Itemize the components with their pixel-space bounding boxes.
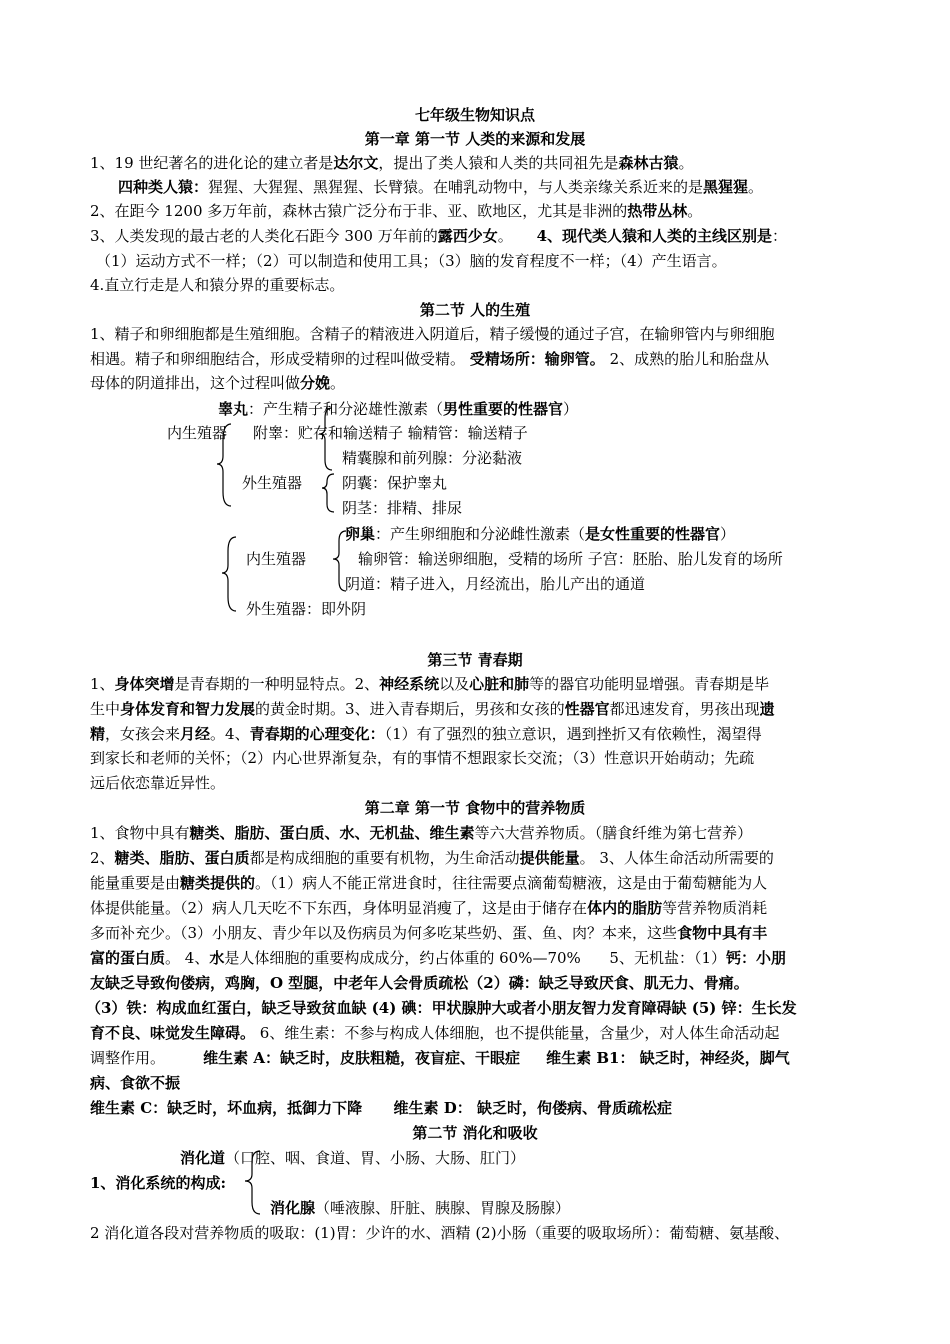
chapter1-section3-heading: 第三节 青春期 xyxy=(427,651,523,669)
paragraph-line: 1、精子和卵细胞都是生殖细胞。含精子的精液进入阴道后，精子缓慢的通过子宫，在输卵管内与卵细胞 xyxy=(90,325,775,343)
male-scrotum-line: 阴囊：保护睾丸 xyxy=(342,474,448,492)
paragraph-line: 到家长和老师的关怀；（2）内心世界渐复杂，有的事情不想跟家长交流；（3）性意识开始萌动；先疏 xyxy=(90,749,755,767)
paragraph-line: 母体的阴道排出，这个过程叫做分娩。 xyxy=(90,374,346,392)
paragraph-line: 友缺乏导致佝偻病，鸡胸，O 型腿，中老年人会骨质疏松（2）磷：缺乏导致厌食、肌无力、骨痛。 xyxy=(90,974,749,992)
digestive-gland-line: 消化腺（唾液腺、肝脏、胰腺、胃腺及肠腺） xyxy=(270,1199,571,1217)
paragraph-line: （1）运动方式不一样；（2）可以制造和使用工具；（3）脑的发育程度不一样；（4）产生语言。 xyxy=(96,252,727,270)
chapter2-section1-heading: 第二章 第一节 食物中的营养物质 xyxy=(364,799,586,817)
paragraph-line: 多而补充少。（3）小朋友、青少年以及伤病员为何多吃某些奶、蛋、鱼、肉？本来，这些食物中具有丰 xyxy=(90,924,768,942)
paragraph-line: 2、在距今 1200 多万年前，森林古猿广泛分布于非、亚、欧地区，尤其是非洲的热带丛林。 xyxy=(90,202,703,220)
paragraph-line: 精，女孩会来月经。4、青春期的心理变化：（1）有了强烈的独立意识，遇到挫折又有依赖性，渴望得 xyxy=(90,725,762,743)
paragraph-line: 调整作用。 维生素 A：缺乏时，皮肤粗糙，夜盲症、干眼症 维生素 B1： 缺乏时，神经炎，脚气 xyxy=(90,1049,790,1067)
chapter1-section2-heading: 第二节 人的生殖 xyxy=(419,301,531,319)
paragraph-line: 维生素 C：缺乏时，坏血病，抵御力下降 维生素 D： 缺乏时，佝偻病、骨质疏松症 xyxy=(90,1099,672,1117)
female-inner-label: 内生殖器 xyxy=(246,550,307,568)
paragraph-line: 1、食物中具有糖类、脂肪、蛋白质、水、无机盐、维生素等六大营养物质。（膳食纤维为第七营养） xyxy=(90,824,753,842)
male-glands-line: 精囊腺和前列腺：分泌黏液 xyxy=(342,449,523,467)
female-tube-line: 输卵管：输送卵细胞，受精的场所 子宫：胚胎、胎儿发育的场所 xyxy=(358,550,783,568)
paragraph-line: 富的蛋白质。 4、水是人体细胞的重要构成成分，约占体重的 60%—70% 5、无机盐：（1）钙：小朋 xyxy=(90,949,787,967)
paragraph-line: 体提供能量。（2）病人几天吃不下东西，身体明显消瘦了，这是由于储存在体内的脂肪等营养物质消耗 xyxy=(90,899,768,917)
male-inner-brace xyxy=(316,404,336,474)
paragraph-line: （3）铁：构成血红蛋白，缺乏导致贫血缺 (4) 碘：甲状腺肿大或者小朋友智力发育障碍缺 (5) 锌：生长发 xyxy=(86,999,797,1017)
paragraph-line: 病、食欲不振 xyxy=(90,1074,181,1092)
male-epididymis-line: 附睾：贮存和输送精子 输精管：输送精子 xyxy=(253,424,528,442)
paragraph-line: 2 消化道各段对营养物质的吸取：(1)胃：少许的水、酒精 (2)小肠（重要的吸取场所）：葡萄糖、氨基酸、 xyxy=(90,1224,790,1242)
female-ovary-line: 卵巢：产生卵细胞和分泌雌性激素（是女性重要的性器官） xyxy=(345,525,736,543)
document-title: 七年级生物知识点 xyxy=(414,106,535,124)
paragraph-line: 生中身体发育和智力发展的黄金时期。3、进入青春期后，男孩和女孩的性器官都迅速发育，男孩出现遗 xyxy=(90,700,775,718)
male-outer-label: 外生殖器 xyxy=(242,474,303,492)
paragraph-line: 1、身体突增是青春期的一种明显特点。2、神经系统以及心脏和肺等的器官功能明显增强。青春期是毕 xyxy=(90,675,770,693)
paragraph-line: 4.直立行走是人和猿分界的重要标志。 xyxy=(90,276,345,294)
male-testis-line: 睾丸：产生精子和分泌雄性激素（男性重要的性器官） xyxy=(218,400,579,418)
paragraph-line: 育不良、味觉发生障碍。 6、维生素：不参与构成人体细胞，也不提供能量，含量少，对人体生命活动起 xyxy=(90,1024,780,1042)
paragraph-line: 能量重要是由糖类提供的。（1）病人不能正常进食时，往往需要点滴葡萄糖液，这是由于葡萄糖能为人 xyxy=(90,874,768,892)
paragraph-line: 1、19 世纪著名的进化论的建立者是达尔文，提出了类人猿和人类的共同祖先是森林古猿。 xyxy=(90,154,694,172)
paragraph-line: 远后依恋靠近异性。 xyxy=(90,774,226,792)
chapter1-section1-heading: 第一章 第一节 人类的来源和发展 xyxy=(364,130,586,148)
paragraph-line: 相遇。精子和卵细胞结合，形成受精卵的过程叫做受精。 受精场所：输卵管。 2、成熟的胎儿和胎盘从 xyxy=(90,350,770,368)
paragraph-line: 四种类人猿：猩猩、大猩猩、黑猩猩、长臂猿。在哺乳动物中，与人类亲缘关系近来的是黑猩猩。 xyxy=(118,178,764,196)
digestive-brace xyxy=(242,1148,264,1218)
male-outer-brace xyxy=(318,472,338,517)
paragraph-line: 2、糖类、脂肪、蛋白质都是构成细胞的重要有机物，为生命活动提供能量。 3、人体生命活动所需要的 xyxy=(90,849,774,867)
male-brace xyxy=(215,420,235,510)
female-inner-brace xyxy=(330,527,350,595)
paragraph-line: 3、人类发现的最古老的人类化石距今 300 万年前的露西少女。 4、现代类人猿和人类的主线区别是： xyxy=(90,227,788,245)
female-vagina-line: 阴道：精子进入，月经流出，胎儿产出的通道 xyxy=(345,575,646,593)
chapter2-section2-heading: 第二节 消化和吸收 xyxy=(412,1124,538,1142)
male-penis-line: 阴茎：排精、排尿 xyxy=(342,499,463,517)
digestive-tract-line: 消化道（口腔、咽、食道、胃、小肠、大肠、肛门） xyxy=(180,1149,526,1167)
digestive-system-label: 1、消化系统的构成: xyxy=(90,1174,226,1192)
male-inner-label: 内生殖器 xyxy=(167,424,228,442)
female-outer-label: 外生殖器：即外阴 xyxy=(246,600,367,618)
female-brace xyxy=(219,533,241,615)
